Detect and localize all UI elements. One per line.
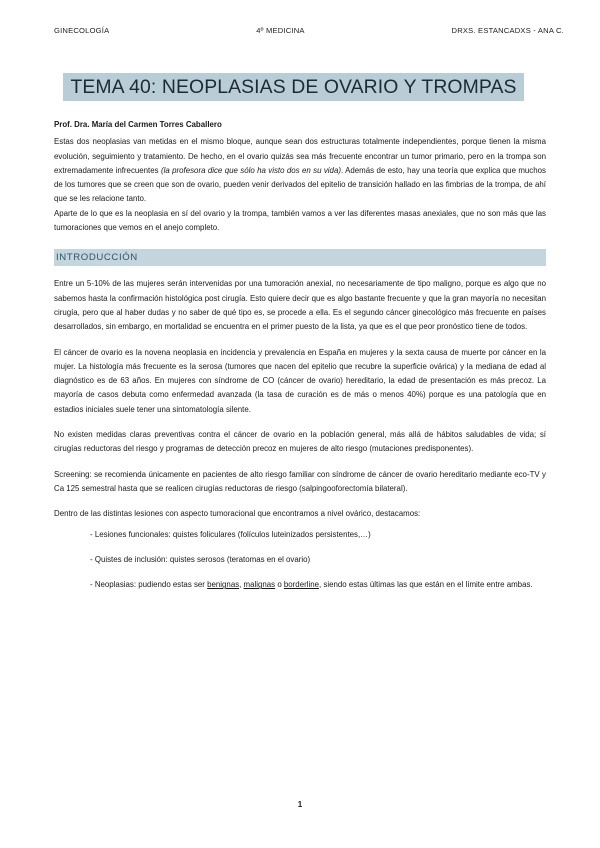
term-benignas: benignas (207, 580, 240, 590)
list-item: - Lesiones funcionales: quistes foliculares (folículos luteinizados persistentes,…) (90, 529, 371, 539)
page-number: 1 (297, 800, 303, 809)
page-title: TEMA 40: NEOPLASIAS DE OVARIO Y TROMPAS (70, 75, 517, 98)
term-malignas: malignas (243, 580, 276, 590)
intro-italic-note: (la profesora dice que sólo ha visto dos en su vida) (160, 165, 341, 175)
list-item: - Quistes de inclusión: quistes serosos (teratomas en el ovario) (90, 554, 311, 564)
list-item-text-a: - Neoplasias: pudiendo estas ser (90, 580, 208, 590)
section-heading: INTRODUCCIÓN (56, 251, 138, 263)
title-banner (63, 73, 524, 101)
section-paragraph-5: Dentro de las distintas lesiones con aspecto tumoracional que encontramos a nivel ovárico, destacamos: (54, 509, 421, 519)
list-item (54, 578, 546, 592)
main-content (54, 118, 546, 592)
intro-text-b: . Además de esto, hay una teoría que explica que muchos de los tumores que se creen que son de ovario, pueden venir derivados del epitelio de transición hallado en las fimbrias de la trompa, de ahí que se les relacione tanto. (54, 165, 546, 204)
intro-paragraph-1 (54, 135, 546, 206)
section-paragraph-2: El cáncer de ovario es la novena neoplasia en incidencia y prevalencia en España en mujeres y la sexta causa de muerte por cáncer en la mujer. La histología más frecuente es la serosa (tumores que nacen del epitelio que recubre la superficie ovárica) y la mediana de edad al diagnóstico es de 63 años. En mujeres con síndrome de CO (cáncer de ovario) hereditario, la edad de presentación es más precoz. La mayoría de casos debuta como enfermedad avanzada (la tasa de curación es de más o menos 40%) porque es una patología que en estadios iniciales suele tener una sintomatología silente. (54, 347, 546, 414)
header-course: 4º MEDICINA (256, 26, 305, 35)
author-line: Prof. Dra. María del Carmen Torres Caballero (54, 120, 222, 129)
term-borderline: borderline (283, 580, 319, 590)
header-authors: DRXS. ESTANCADXS - ANA C. (451, 26, 564, 35)
intro-paragraph-2: Aparte de lo que es la neoplasia en sí del ovario y la trompa, también vamos a ver las diferentes masas anexiales, que no son más que las tumoraciones que vemos en el anejo completo. (54, 208, 546, 233)
intro-text-a: Estas dos neoplasias van metidas en el mismo bloque, aunque sean dos estructuras totalmente independientes, porque tienen la misma evolución, seguimiento y tratamiento. De hecho, en el ovario quizás sea más frecuente encontrar un tumor primario, pero en la trompa son extremadamente infrecuentes (54, 137, 546, 175)
list-item-or: o (275, 580, 284, 590)
section-paragraph-4: Screening: se recomienda únicamente en pacientes de alto riesgo familiar con síndrome de cáncer de ovario hereditario mediante eco-TV y Ca 125 semestral hasta que se realicen cirugías reductoras de riesgo (salpingooforectomía bilateral). (54, 469, 546, 493)
list-item-sep: , (239, 580, 244, 590)
section-paragraph-1: Entre un 5-10% de las mujeres serán intervenidas por una tumoración anexial, no necesariamente de tipo maligno, porque es algo que no sabemos hasta la confirmación histológica post cirugía. Esto quiere decir que es algo bastante frecuente y que la gran mayoría no necesitan cirugía, pero que al haber dudas y no saber de qué tipo es, se procede a ella. Es el segundo cáncer ginecológico más frecuente en países desarrollados, sin embargo, en mortalidad se encuentra en el primer puesto de la lista, ya que es el que peor pronóstico tiene de todos. (54, 279, 546, 332)
list-item-text-b: , siendo estas últimas las que están en el límite entre ambas. (319, 580, 533, 590)
page-header (54, 26, 564, 35)
header-subject: GINECOLOGÍA (54, 26, 110, 35)
section-paragraph-3: No existen medidas claras preventivas contra el cáncer de ovario en la población general, más allá de hábitos saludables de vida; sí cirugías reductoras del riesgo y programas de detección precoz en mujeres de alto riesgo (mutaciones predisponentes). (54, 430, 546, 454)
section-heading-bar (54, 249, 546, 266)
